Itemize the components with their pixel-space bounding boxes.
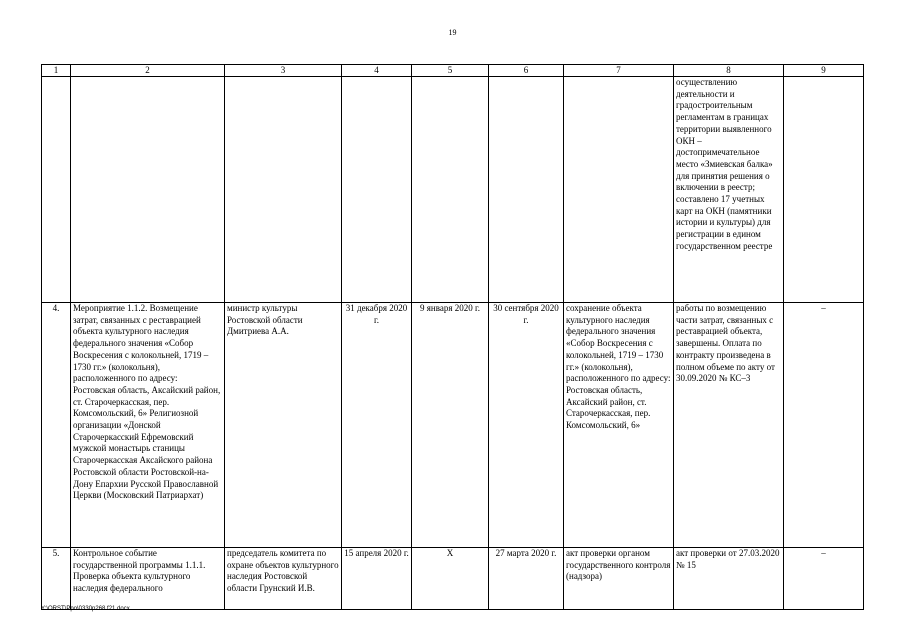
actual-result: акт проверки от 27.03.2020 № 15 xyxy=(674,548,784,610)
row-number xyxy=(42,77,71,303)
column-number: 5 xyxy=(412,65,489,77)
planned-result xyxy=(564,77,674,303)
planned-result: сохранение объекта культурного наследия федерального значения «Собор Воскресения с колокольней, 1719 – 1730 гг.» (колокольня), расположенного по адресу: Ростовская область, Аксайский район, ст. Старочеркасская, пер. Комсомольский, 6» xyxy=(564,303,674,548)
actual-start-date xyxy=(412,77,489,303)
row-number: 5. xyxy=(42,548,71,610)
table-row xyxy=(42,548,864,610)
actual-start-date: Х xyxy=(412,548,489,610)
reasons: – xyxy=(784,303,864,548)
actual-result: работы по возмещению части затрат, связанных с реставрацией объекта, завершены. Оплата по контракту произведена в полном объеме по акту от 30.09.2020 № КС–3 xyxy=(674,303,784,548)
column-number: 3 xyxy=(225,65,342,77)
responsible xyxy=(225,77,342,303)
column-number-row xyxy=(42,65,864,77)
column-number: 2 xyxy=(71,65,225,77)
actual-end-date: 30 сентября 2020 г. xyxy=(489,303,564,548)
event-name xyxy=(71,77,225,303)
column-number: 8 xyxy=(674,65,784,77)
planned-end-date: 31 декабря 2020 г. xyxy=(342,303,412,548)
page-number: 19 xyxy=(448,28,457,37)
planned-end-date: 15 апреля 2020 г. xyxy=(342,548,412,610)
table-row xyxy=(42,303,864,548)
column-number: 4 xyxy=(342,65,412,77)
reasons: – xyxy=(784,548,864,610)
actual-end-date xyxy=(489,77,564,303)
file-path-footer: Y:\ORST\Ppo\0330p268.f21.docx xyxy=(41,606,130,612)
column-number: 1 xyxy=(42,65,71,77)
actual-result: осуществлению деятельности и градостроительным регламентам в границах территории выявленного ОКН – достопримечательное место «Змиевская балка» для принятия решения о включении в реестр; составлено 17 учетных карт на ОКН (памятники истории и культуры) для регистрации в едином государственном реестре xyxy=(674,77,784,303)
row-number: 4. xyxy=(42,303,71,548)
responsible: министр культуры Ростовской области Дмитриева А.А. xyxy=(225,303,342,548)
event-name: Контрольное событие государственной программы 1.1.1. Проверка объекта культурного наследия федерального xyxy=(71,548,225,610)
report-table xyxy=(41,64,864,610)
planned-result: акт проверки органом государственного контроля (надзора) xyxy=(564,548,674,610)
planned-end-date xyxy=(342,77,412,303)
table-row xyxy=(42,77,864,303)
reasons xyxy=(784,77,864,303)
actual-start-date: 9 января 2020 г. xyxy=(412,303,489,548)
actual-end-date: 27 марта 2020 г. xyxy=(489,548,564,610)
column-number: 9 xyxy=(784,65,864,77)
event-name: Мероприятие 1.1.2. Возмещение затрат, связанных с реставрацией объекта культурного наследия федерального значения «Собор Воскресения с колокольней, 1719 –1730 гг.» (колокольня), расположенного по адресу: Ростовская область, Аксайский район, ст. Старочеркасская, пер. Комсомольский, 6» Религиозной организации «Донской Старочеркасский Ефремовский мужской монастырь станицы Старочеркасская Аксайского района Ростовской области Ростовской-на-Дону Епархии Русской Православной Церкви (Московский Патриархат) xyxy=(71,303,225,548)
column-number: 6 xyxy=(489,65,564,77)
column-number: 7 xyxy=(564,65,674,77)
responsible: председатель комитета по охране объектов культурного наследия Ростовской области Грунский И.В. xyxy=(225,548,342,610)
